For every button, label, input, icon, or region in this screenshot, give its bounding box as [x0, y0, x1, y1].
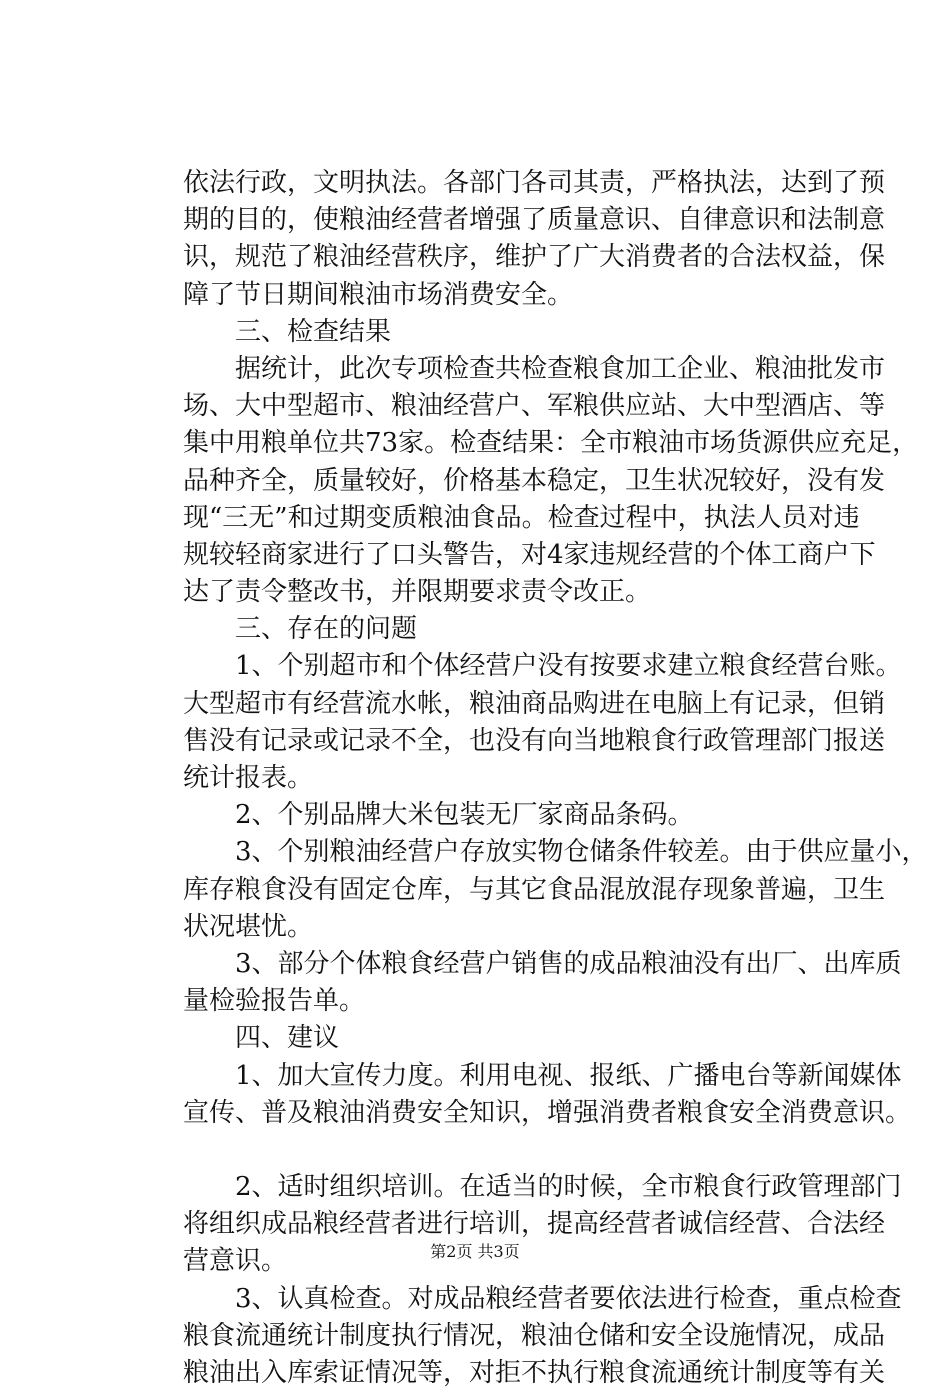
text-line: 营意识。 — [183, 1246, 288, 1277]
text-line: 售没有记录或记录不全，也没有向当地粮食行政管理部门报送 — [183, 725, 886, 756]
text-line: 依法行政，文明执法。各部门各司其责，严格执法，达到了预 — [183, 168, 886, 198]
text-line: 集中用粮单位共73家。检查结果：全市粮油市场货源供应充足， — [183, 428, 919, 459]
text-line: 据统计，此次专项检查共检查粮食加工企业、粮油批发市 — [183, 353, 886, 384]
text-line: 现“三无”和过期变质粮油食品。检查过程中，执法人员对违 — [183, 502, 860, 533]
text-line: 粮油出入库索证情况等，对拒不执行粮食流通统计制度等有关 — [183, 1358, 886, 1388]
text-line: 品种齐全，质量较好，价格基本稳定，卫生状况较好，没有发 — [183, 465, 886, 496]
section-heading: 三、检查结果 — [183, 316, 392, 347]
text-line: 场、大中型超市、粮油经营户、军粮供应站、大中型酒店、等 — [183, 391, 886, 422]
page-footer: 第2页 共3页 — [430, 1242, 520, 1261]
text-line: 量检验报告单。 — [183, 986, 366, 1017]
text-line: 将组织成品粮经营者进行培训，提高经营者诚信经营、合法经 — [183, 1209, 886, 1240]
text-line: 规较轻商家进行了口头警告，对4家违规经营的个体工商户下 — [183, 539, 876, 570]
section-heading: 三、存在的问题 — [183, 614, 418, 645]
text-line: 1、加大宣传力度。利用电视、报纸、广播电台等新闻媒体 — [183, 1060, 902, 1091]
text-line: 3、个别粮油经营户存放实物仓储条件较差。由于供应量小， — [183, 837, 928, 868]
text-line: 状况堪忧。 — [183, 911, 314, 942]
text-line: 达了责令整改书，并限期要求责令改正。 — [183, 577, 652, 608]
document-body — [183, 165, 928, 1392]
section-heading: 四、建议 — [183, 1023, 340, 1054]
text-line: 1、个别超市和个体经营户没有按要求建立粮食经营台账。 — [183, 651, 902, 682]
text-line: 粮食流通统计制度执行情况，粮油仓储和安全设施情况，成品 — [183, 1320, 886, 1351]
text-line: 库存粮食没有固定仓库，与其它食品混放混存现象普遍，卫生 — [183, 874, 886, 905]
text-line: 障了节日期间粮油市场消费安全。 — [183, 279, 574, 310]
text-line: 3、认真检查。对成品粮经营者要依法进行检查，重点检查 — [183, 1283, 902, 1314]
text-line: 3、部分个体粮食经营户销售的成品粮油没有出厂、出库质 — [183, 948, 902, 979]
text-line: 期的目的，使粮油经营者增强了质量意识、自律意识和法制意 — [183, 205, 886, 236]
text-line: 统计报表。 — [183, 763, 314, 793]
text-line: 宣传、普及粮油消费安全知识，增强消费者粮食安全消费意识。 — [183, 1097, 912, 1128]
text-line: 2、适时组织培训。在适当的时候，全市粮食行政管理部门 — [183, 1172, 902, 1203]
blank-line — [183, 1132, 855, 1169]
text-line: 识，规范了粮油经营秩序，维护了广大消费者的合法权益，保 — [183, 242, 886, 273]
text-line: 2、个别品牌大米包装无厂家商品条码。 — [183, 800, 694, 831]
text-line: 大型超市有经营流水帐，粮油商品购进在电脑上有记录，但销 — [183, 688, 886, 719]
